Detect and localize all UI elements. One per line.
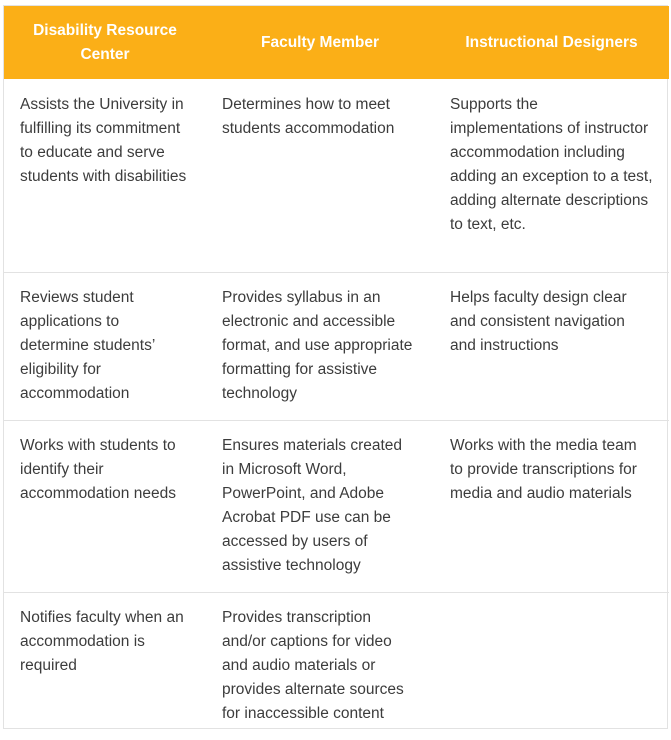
table-row bbox=[4, 592, 669, 740]
table-cell: Supports the implementations of instructor accommodation including adding an exception to a test, adding alternate descriptions to text, etc. bbox=[450, 96, 653, 233]
table-row bbox=[4, 420, 669, 592]
table-cell: Provides syllabus in an electronic and accessible format, and use appropriate formatting for assistive technology bbox=[206, 272, 434, 420]
table-cell: Provides transcription and/or captions for video and audio materials or provides alternate sources for inaccessible content bbox=[206, 592, 434, 740]
table-cell: Ensures materials created in Microsoft Word, PowerPoint, and Adobe Acrobat PDF use can be accessed by users of assistive technology bbox=[206, 420, 434, 592]
table-cell: Reviews student applications to determine students’ eligibility for accommodation bbox=[4, 272, 206, 420]
responsibilities-table-container bbox=[3, 5, 668, 729]
column-header-faculty-member: Faculty Member bbox=[260, 33, 379, 51]
table-header-row bbox=[4, 6, 669, 79]
responsibilities-table bbox=[4, 6, 669, 740]
table-cell bbox=[434, 592, 669, 740]
column-header-disability-resource-center: Disability Resource Center bbox=[33, 21, 177, 63]
table-cell: Notifies faculty when an accommodation is required bbox=[4, 592, 206, 740]
table-cell: Works with the media team to provide transcriptions for media and audio materials bbox=[434, 420, 669, 592]
table-row bbox=[4, 79, 669, 272]
table-cell: Assists the University in fulfilling its commitment to educate and serve students with disabilities bbox=[20, 96, 187, 185]
column-header-instructional-designers: Instructional Designers bbox=[465, 33, 638, 51]
table-cell: Determines how to meet students accommodation bbox=[222, 96, 395, 137]
table-cell: Helps faculty design clear and consistent navigation and instructions bbox=[434, 272, 669, 420]
table-row bbox=[4, 272, 669, 420]
table-cell: Works with students to identify their accommodation needs bbox=[4, 420, 206, 592]
